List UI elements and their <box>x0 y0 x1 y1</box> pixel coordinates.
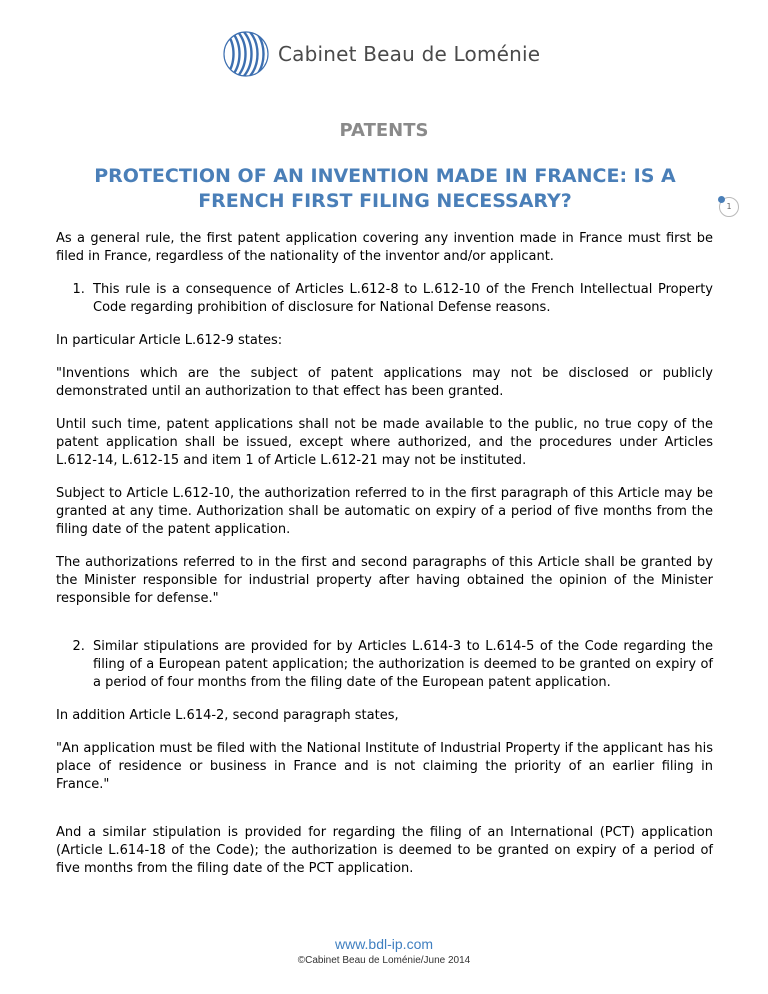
paragraph: "Inventions which are the subject of patent applications may not be disclosed or publicly demonstrated until an authorization to that effect has been granted. <box>56 366 713 399</box>
paragraph: Subject to Article L.612-10, the authorization referred to in the first paragraph of this Article may be granted at any time. Authorization shall be automatic on expiry of a period of five months from the filing date of the patent application. <box>56 486 713 537</box>
paragraph: In addition Article L.614-2, second paragraph states, <box>56 708 399 723</box>
badge-dot-icon <box>718 196 725 203</box>
globe-wave-icon <box>222 30 270 78</box>
page-title: PROTECTION OF AN INVENTION MADE IN FRANCE: IS A FRENCH FIRST FILING NECESSARY? <box>94 165 676 212</box>
numbered-list <box>56 638 713 692</box>
paragraph: The authorizations referred to in the first and second paragraphs of this Article shall be granted by the Minister responsible for industrial property after having obtained the opinion of the Minister responsible for defense." <box>56 555 713 606</box>
document-body <box>56 230 713 893</box>
footer-copyright: ©Cabinet Beau de Loménie/June 2014 <box>297 955 471 966</box>
paragraph: "An application must be filed with the National Institute of Industrial Property if the applicant has his place of residence or business in France and is not claiming the priority of an earlier filing in France." <box>56 741 713 792</box>
paragraph: In particular Article L.612-9 states: <box>56 333 283 348</box>
footer-website-link[interactable]: www.bdl-ip.com <box>334 936 434 952</box>
section-label: PATENTS <box>339 120 429 141</box>
list-item: 1. This rule is a consequence of Articles L.612-8 to L.612-10 of the French Intellectual Property Code regarding prohibition of disclosure for National Defense reasons. <box>89 281 713 317</box>
page-number-badge <box>719 197 739 217</box>
paragraph: Until such time, patent applications shall not be made available to the public, no true copy of the patent application shall be issued, except where authorized, and the procedures under Articles L.612-14, L.612-15 and item 1 of Article L.612-21 may not be instituted. <box>56 417 713 468</box>
logo-text: Cabinet Beau de Loménie <box>278 42 541 66</box>
page-number: 1 <box>726 202 732 211</box>
list-item: 2. Similar stipulations are provided for by Articles L.614-3 to L.614-5 of the Code regarding the filing of a European patent application; the authorization is deemed to be granted on expiry of a period of four months from the filing date of the European patent application. <box>89 638 713 692</box>
numbered-list <box>56 281 713 317</box>
paragraph: As a general rule, the first patent application covering any invention made in France must first be filed in France, regardless of the nationality of the inventor and/or applicant. <box>56 231 713 264</box>
paragraph: And a similar stipulation is provided for regarding the filing of an International (PCT) application (Article L.614-18 of the Code); the authorization is deemed to be granted on expiry of a period of five months from the filing date of the PCT application. <box>56 825 713 876</box>
company-logo <box>222 30 540 78</box>
